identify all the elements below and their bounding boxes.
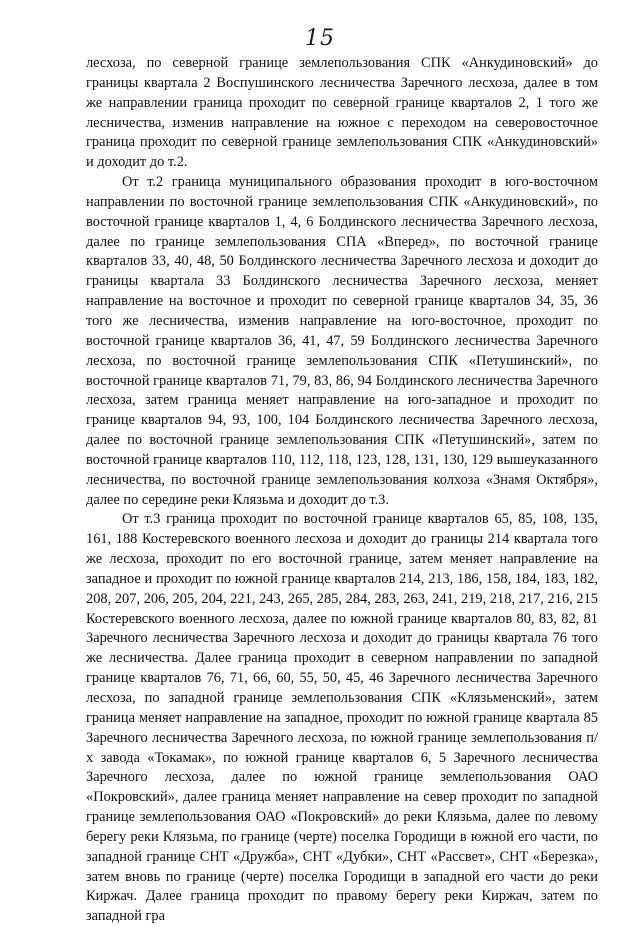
paragraph-point-2: От т.2 граница муниципального образования проходит в юго-восточном направлении по восточной границе землепользования СПК «Анкудиновский», по восточной границе кварталов 1, 4, 6 Болдинского лесничества Заречного лесхоза, далее по границе землепользования СПА «Вперед», по восточной границе кварталов 33, 40, 48, 50 Болдинского лесничества Заречного лесхоза и доходит до границы квартала 33 Болдинского лесничества Заречного лесхоза, меняет направление на восточное и проходит по северной границе кварталов 34, 35, 36 того же лесничества, изменив направление на юго-восточное, проходит по восточной границе кварталов 36, 41, 47, 59 Болдинского лесничества Заречного лесхоза, по восточной границе землепользования СПК «Петушинский», по восточной границе кварталов 71, 79, 83, 86, 94 Болдинского лесничества Заречного лесхоза, затем граница меняет направление на юго-западное и проходит по границе кварталов 94, 93, 100, 104 Болдинского лесничества Заречного лесхоза, далее по восточной границе землепользования СПК «Петушинский», затем по восточной границе кварталов 110, 112, 118, 123, 128, 131, 130, 129 вышеуказанного лесничества, по восточной границе землепользования колхоза «Знамя Октября», далее по середине реки Клязьма и доходит до т.3. xyxy=(86,174,598,508)
body-text xyxy=(86,54,598,927)
page-number: 15 xyxy=(305,26,335,51)
paragraph-continuation: лесхоза, по северной границе землепользования СПК «Анкудиновский» до границы квартала 2 Воспушинского лесничества Заречного лесхоза, далее в том же направлении граница проходит по северной границе кварталов 2, 1 того же лесничества, изменив направление на южное с переходом на северовосточное граница проходит по северной границе землепользования СПК «Анкудиновский» и доходит до т.2. xyxy=(86,55,598,171)
paragraph-point-3: От т.3 граница проходит по восточной границе кварталов 65, 85, 108, 135, 161, 188 Костеревского военного лесхоза и доходит до границы 214 квартала того же лесхоза, проходит по его восточной границе, затем меняет направление на западное и проходит по южной границе кварталов 214, 213, 186, 158, 184, 183, 182, 208, 207, 206, 205, 204, 221, 243, 265, 285, 284, 283, 263, 241, 219, 218, 217, 216, 215 Костеревского военного лесхоза, далее по южной границе кварталов 80, 83, 82, 81 Заречного лесничества Заречного лесхоза и доходит до границы квартала 76 того же лесничества. Далее граница проходит в северном направлении по западной границе кварталов 76, 71, 66, 60, 55, 50, 45, 46 Заречного лесничества Заречного лесхоза, по западной границе землепользования СПК «Клязьменский», затем граница меняет направление на западное, проходит по южной границе квартала 85 Заречного лесничества Заречного лесхоза, по южной границе землепользования п/х завода «Токамак», по южной границе кварталов 6, 5 Заречного лесничества Заречного лесхоза, далее по южной границе землепользования ОАО «Покровский», далее граница меняет направление на север проходит по западной границе землепользования ОАО «Покровский» до реки Клязьма, далее по левому берегу реки Клязьма, по границе (черте) поселка Городищи в южной его части, по западной границе СНТ «Дружба», СНТ «Дубки», СНТ «Рассвет», СНТ «Березка», затем вновь по границе (черте) поселка Городищи в западной его части до реки Киржач. Далее граница проходит по правому берегу реки Киржач, затем по западной гра xyxy=(86,511,598,925)
